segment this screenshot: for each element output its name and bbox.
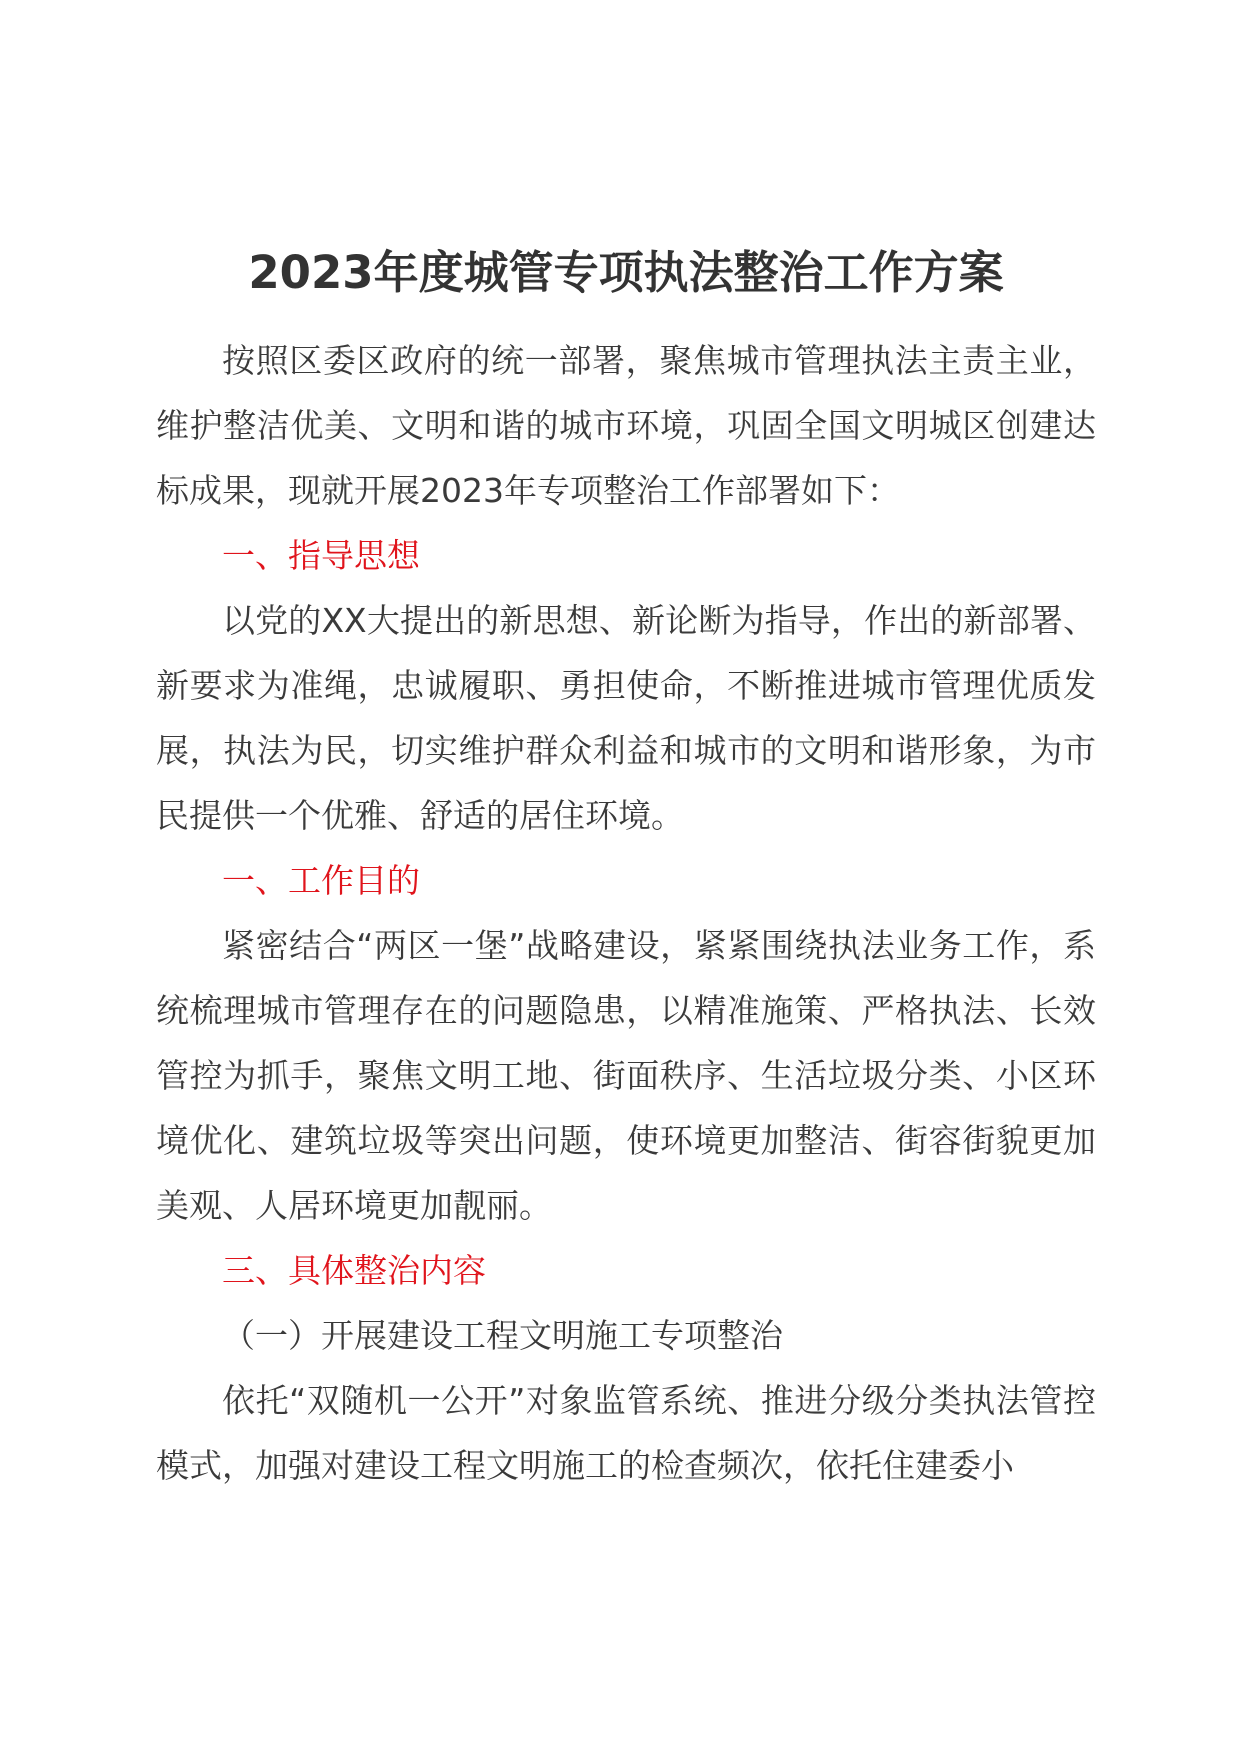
section-body-work-purpose: 紧密结合“两区一堡”战略建设，紧紧围绕执法业务工作，系统梳理城市管理存在的问题隐患，以精准施策、严格执法、长效管控为抓手，聚焦文明工地、街面秩序、生活垃圾分类、小区环境优化、建筑垃圾等突出问题，使环境更加整洁、街容街貌更加美观、人居环境更加靓丽。 [156,926,1096,1225]
section-heading-guiding-ideology: 一、指导思想 [222,536,420,575]
section-body-guiding-ideology: 以党的XX大提出的新思想、新论断为指导，作出的新部署、新要求为准绳，忠诚履职、勇担使命，不断推进城市管理优质发展，执法为民，切实维护群众利益和城市的文明和谐形象，为市民提供一个优雅、舒适的居住环境。 [156,601,1096,835]
intro-paragraph: 按照区委区政府的统一部署，聚焦城市管理执法主责主业，维护整洁优美、文明和谐的城市环境，巩固全国文明城区创建达标成果，现就开展2023年专项整治工作部署如下： [156,341,1096,510]
document-body [156,240,1096,1498]
section-heading-rectification-content: 三、具体整治内容 [222,1251,486,1290]
section-body-rectification-content: 依托“双随机一公开”对象监管系统、推进分级分类执法管控模式，加强对建设工程文明施工的检查频次，依托住建委小 [156,1381,1096,1485]
section-heading-work-purpose: 一、工作目的 [222,861,420,900]
document-title: 2023年度城管专项执法整治工作方案 [248,246,1004,299]
subsection-heading-civilized-construction: （一）开展建设工程文明施工专项整治 [222,1316,783,1355]
